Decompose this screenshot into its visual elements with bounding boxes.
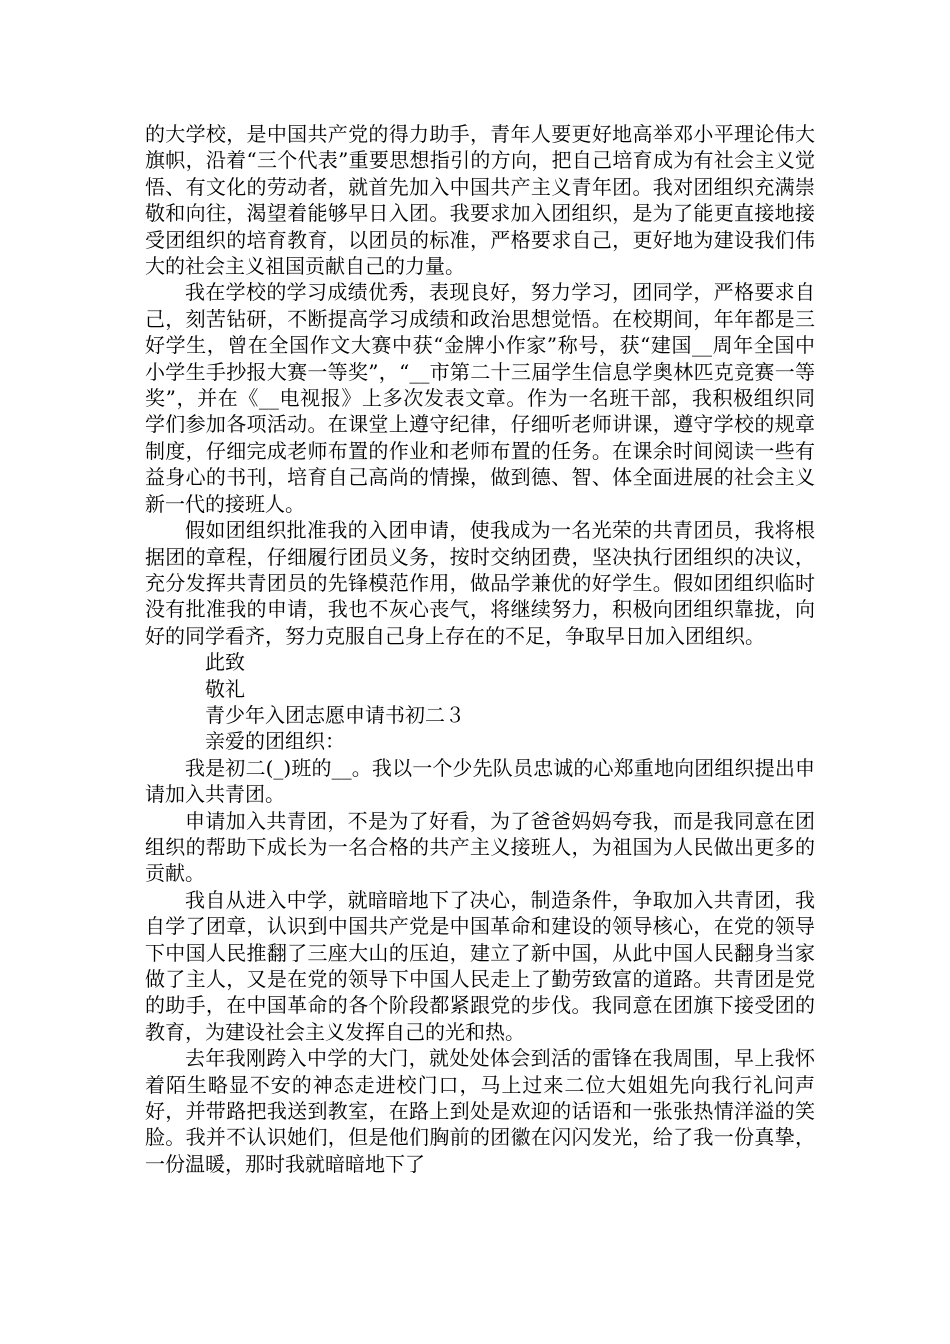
- document-body: [145, 121, 815, 1177]
- paragraph-3: 假如团组织批准我的入团申请，使我成为一名光荣的共青团员，我将根据团的章程，仔细履行团员义务，按时交纳团费，坚决执行团组织的决议，充分发挥共青团员的先锋模范作用，做品学兼优的好学生。假如团组织临时没有批准我的申请，我也不灰心丧气，将继续努力，积极向团组织靠拢，向好的同学看齐，努力克服自己身上存在的不足，争取早日加入团组织。: [145, 518, 815, 648]
- paragraph-4: 我是初二(_)班的__。我以一个少先队员忠诚的心郑重地向团组织提出申请加入共青团。: [145, 755, 815, 807]
- section-title: 青少年入团志愿申请书初二３: [205, 702, 465, 727]
- closing-line-2: 敬礼: [205, 676, 245, 701]
- paragraph-6: 我自从进入中学，就暗暗地下了决心，制造条件，争取加入共青团，我自学了团章，认识到中国共产党是中国革命和建设的领导核心，在党的领导下中国人民推翻了三座大山的压迫，建立了新中国，从此中国人民翻身当家做了主人，又是在党的领导下中国人民走上了勤劳致富的道路。共青团是党的助手，在中国革命的各个阶段都紧跟党的步伐。我同意在团旗下接受团的教育，为建设社会主义发挥自己的光和热。: [145, 887, 815, 1044]
- closing-line-1: 此致: [205, 650, 245, 675]
- paragraph-5: 申请加入共青团，不是为了好看，为了爸爸妈妈夸我，而是我同意在团组织的帮助下成长为一名合格的共产主义接班人，为祖国为人民做出更多的贡献。: [145, 808, 815, 886]
- paragraph-1: 的大学校，是中国共产党的得力助手，青年人要更好地高举邓小平理论伟大旗帜，沿着“三个代表”重要思想指引的方向，把自己培育成为有社会主义觉悟、有文化的劳动者，就首先加入中国共产主义青年团。我对团组织充满崇敬和向往，渴望着能够早日入团。我要求加入团组织，是为了能更直接地接受团组织的培育教育，以团员的标准，严格要求自己，更好地为建设我们伟大的社会主义祖国贡献自己的力量。: [145, 122, 815, 279]
- paragraph-2: 我在学校的学习成绩优秀，表现良好，努力学习，团同学，严格要求自己，刻苦钻研，不断提高学习成绩和政治思想觉悟。在校期间，年年都是三好学生，曾在全国作文大赛中获“金牌小作家”称号，获“建国__周年全国中小学生手抄报大赛一等奖”，“__市第二十三届学生信息学奥林匹克竞赛一等奖”，并在《__电视报》上多次发表文章。作为一名班干部，我积极组织同学们参加各项活动。在课堂上遵守纪律，仔细听老师讲课，遵守学校的规章制度，仔细完成老师布置的作业和老师布置的任务。在课余时间阅读一些有益身心的书刊，培育自己高尚的情操，做到德、智、体全面进展的社会主义新一代的接班人。: [145, 280, 815, 516]
- paragraph-7: 去年我刚跨入中学的大门，就处处体会到活的雷锋在我周围，早上我怀着陌生略显不安的神态走进校门口，马上过来二位大姐姐先向我行礼问声好，并带路把我送到教室，在路上到处是欢迎的话语和一张张热情洋溢的笑脸。我并不认识她们，但是他们胸前的团徽在闪闪发光，给了我一份真挚，一份温暖，那时我就暗暗地下了: [145, 1046, 815, 1176]
- salutation: 亲爱的团组织：: [205, 729, 345, 754]
